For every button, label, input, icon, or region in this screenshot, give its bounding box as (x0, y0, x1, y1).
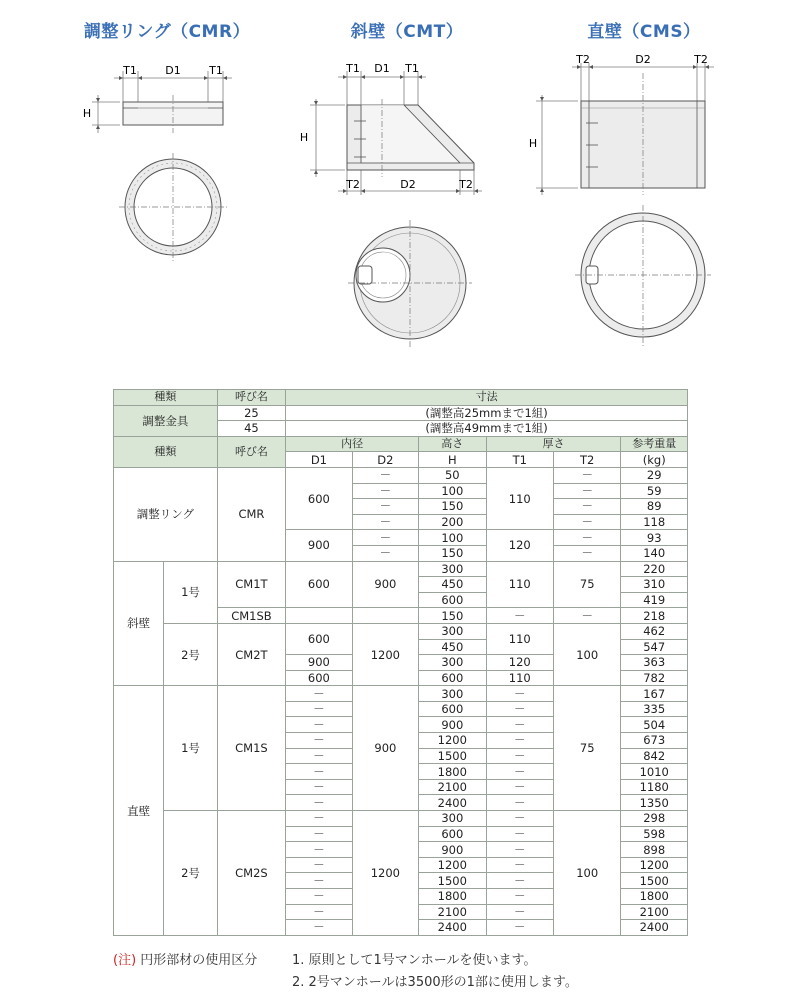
cell-d1: － (286, 920, 352, 936)
cmt-no2: 2号 (164, 623, 217, 685)
header-dimension: 寸法 (286, 390, 688, 406)
cell-t1: － (486, 873, 553, 889)
cell-weight: 89 (621, 499, 688, 515)
fitting-name: 45 (217, 421, 285, 437)
header-t2: T2 (553, 452, 620, 468)
cell-t1: － (486, 779, 553, 795)
cell-d1: － (286, 701, 352, 717)
cell-t1: － (486, 701, 553, 717)
cmr-d1: 900 (286, 530, 352, 561)
cell-d1: － (286, 842, 352, 858)
header-thickness: 厚さ (486, 436, 621, 452)
cmt-drawing (290, 55, 530, 355)
header-t1: T1 (486, 452, 553, 468)
cell-t1: － (486, 795, 553, 811)
cell-h: 600 (419, 670, 486, 686)
cell-weight: 167 (621, 686, 688, 702)
fitting-kind: 調整金具 (114, 405, 218, 436)
cell-h: 2100 (419, 779, 486, 795)
cell-weight: 310 (621, 577, 688, 593)
cm1t-t1: 110 (486, 561, 553, 608)
cmr-t1-right-label: T1 (209, 64, 223, 77)
cell-h: 450 (419, 577, 486, 593)
cell-h: 200 (419, 514, 486, 530)
note-label: 円形部材の使用区分 (140, 953, 258, 968)
cell-weight: 462 (621, 623, 688, 639)
cell-h: 600 (419, 592, 486, 608)
cms-kind: 直壁 (114, 686, 164, 936)
cms-d2-label: D2 (635, 53, 651, 66)
cell-h: 50 (419, 467, 486, 483)
cell-t2: － (553, 545, 620, 561)
fitting-dim: (調整高49mmまで1組) (286, 421, 688, 437)
cmr-t1-left-label: T1 (123, 64, 137, 77)
cell-h: 2400 (419, 795, 486, 811)
cm2s-name: CM2S (217, 811, 285, 936)
note-tag: (注) (113, 953, 137, 968)
cm1s-name: CM1S (217, 686, 285, 811)
cell-h: 150 (419, 608, 486, 624)
spec-table (113, 389, 688, 936)
cm2s-t2: 100 (553, 811, 620, 936)
note-line-1 (113, 949, 257, 968)
cms-no2: 2号 (164, 811, 217, 936)
cms-t2-right-label: T2 (694, 53, 708, 66)
cell-d2: － (352, 514, 418, 530)
header-inner-diameter: 内径 (286, 436, 419, 452)
cm2t-d1: 600 (286, 623, 352, 654)
cell-t2: － (553, 499, 620, 515)
cell-weight: 118 (621, 514, 688, 530)
cell-weight: 140 (621, 545, 688, 561)
cell-t2: － (553, 608, 620, 624)
fitting-dim: (調整高25mmまで1組) (286, 405, 688, 421)
cm1s-t2: 75 (553, 686, 620, 811)
cell-weight: 1350 (621, 795, 688, 811)
header-d2: D2 (352, 452, 418, 468)
cell-h: 1500 (419, 873, 486, 889)
cell-weight: 93 (621, 530, 688, 546)
cell-d2: － (352, 530, 418, 546)
cell-weight: 298 (621, 811, 688, 827)
cell-t1: － (486, 717, 553, 733)
cell-weight: 220 (621, 561, 688, 577)
cell-h: 150 (419, 545, 486, 561)
cmt-d2-label: D2 (400, 178, 416, 191)
cell-h: 2400 (419, 920, 486, 936)
cell-t2: － (553, 483, 620, 499)
cell-h: 1800 (419, 889, 486, 905)
cell-d1 (286, 608, 352, 624)
cell-weight: 504 (621, 717, 688, 733)
cell-d1: － (286, 764, 352, 780)
cell-h: 900 (419, 842, 486, 858)
header-kind: 種類 (114, 390, 218, 406)
cell-t1: － (486, 842, 553, 858)
title-cms: 直壁（CMS） (587, 22, 701, 42)
cell-t2: － (553, 530, 620, 546)
cell-weight: 363 (621, 655, 688, 671)
cell-d1: － (286, 733, 352, 749)
cell-h: 600 (419, 826, 486, 842)
cell-d1: － (286, 826, 352, 842)
cell-h: 300 (419, 655, 486, 671)
cell-d2: － (352, 483, 418, 499)
cmr-kind: 調整リング (114, 467, 218, 561)
cm2t-d1: 900 (286, 655, 352, 671)
cell-weight: 598 (621, 826, 688, 842)
cell-t1: － (486, 608, 553, 624)
table-row (114, 405, 688, 421)
cms-no1: 1号 (164, 686, 217, 811)
cell-d1: － (286, 904, 352, 920)
table-row (114, 686, 688, 702)
note-item-1: 1. 原則として1号マンホールを使います。 (292, 953, 537, 968)
cm2t-name: CM2T (217, 623, 285, 685)
cell-d2: － (352, 545, 418, 561)
cmt-h-label: H (299, 131, 309, 144)
cmr-name: CMR (217, 467, 285, 561)
cm2t-t1: 120 (486, 655, 553, 671)
header-kg: (kg) (621, 452, 688, 468)
cell-h: 600 (419, 701, 486, 717)
cell-d1: － (286, 686, 352, 702)
cmt-no1: 1号 (164, 561, 217, 623)
cell-h: 1800 (419, 764, 486, 780)
cell-t1: － (486, 748, 553, 764)
cell-t1: － (486, 904, 553, 920)
cm2t-d1: 600 (286, 670, 352, 686)
cms-drawing (520, 55, 760, 355)
cmt-d1-label: D1 (374, 62, 390, 75)
cell-weight: 898 (621, 842, 688, 858)
cm2t-t2: 100 (553, 623, 620, 685)
cell-weight: 1800 (621, 889, 688, 905)
cell-h: 1500 (419, 748, 486, 764)
cell-t2: － (553, 467, 620, 483)
cell-weight: 1180 (621, 779, 688, 795)
header-height: 高さ (419, 436, 486, 452)
cell-d2 (352, 608, 418, 624)
cm1sb-name: CM1SB (217, 608, 285, 624)
cell-weight: 59 (621, 483, 688, 499)
cell-weight: 842 (621, 748, 688, 764)
cell-h: 100 (419, 483, 486, 499)
cm1t-d2: 900 (352, 561, 418, 608)
cell-t1: － (486, 826, 553, 842)
cell-weight: 1010 (621, 764, 688, 780)
header-name-2: 呼び名 (217, 436, 285, 467)
cell-t1: － (486, 686, 553, 702)
header-weight: 参考重量 (621, 436, 688, 452)
cm2t-d2: 1200 (352, 623, 418, 685)
cell-t2: － (553, 514, 620, 530)
cm2s-d2: 1200 (352, 811, 418, 936)
header-name: 呼び名 (217, 390, 285, 406)
header-kind-2: 種類 (114, 436, 218, 467)
cms-t2-left-label: T2 (576, 53, 590, 66)
table-row (114, 561, 688, 577)
cmr-t1: 120 (486, 530, 553, 561)
cell-h: 300 (419, 686, 486, 702)
table-row (114, 811, 688, 827)
cell-d2: － (352, 499, 418, 515)
cell-d1: － (286, 873, 352, 889)
cell-weight: 335 (621, 701, 688, 717)
cell-weight: 1200 (621, 857, 688, 873)
cell-t1: － (486, 764, 553, 780)
cmr-d1-label: D1 (165, 64, 181, 77)
cm1t-name: CM1T (217, 561, 285, 608)
cell-d1: － (286, 857, 352, 873)
cms-h-label: H (528, 137, 538, 150)
cell-h: 300 (419, 561, 486, 577)
cell-d1: － (286, 779, 352, 795)
cmr-t1: 110 (486, 467, 553, 529)
cell-t1: － (486, 889, 553, 905)
header-h: H (419, 452, 486, 468)
cell-weight: 673 (621, 733, 688, 749)
cell-h: 450 (419, 639, 486, 655)
cm2t-t1: 110 (486, 623, 553, 654)
cmr-h-label: H (82, 107, 92, 120)
cell-h: 300 (419, 623, 486, 639)
cell-weight: 2400 (621, 920, 688, 936)
cmt-t2-right-label: T2 (459, 178, 473, 191)
cell-weight: 29 (621, 467, 688, 483)
cell-h: 150 (419, 499, 486, 515)
cm1s-d2: 900 (352, 686, 418, 811)
title-cmr: 調整リング（CMR） (83, 22, 251, 42)
cell-h: 2100 (419, 904, 486, 920)
cell-weight: 419 (621, 592, 688, 608)
cell-h: 900 (419, 717, 486, 733)
cmt-t1-right-label: T1 (405, 62, 419, 75)
cmt-kind: 斜壁 (114, 561, 164, 686)
cmt-t2-left-label: T2 (346, 178, 360, 191)
cell-d1: － (286, 748, 352, 764)
note-item-2: 2. 2号マンホールは3500形の1部に使用します。 (292, 975, 578, 990)
cell-d1: － (286, 811, 352, 827)
header-d1: D1 (286, 452, 352, 468)
cell-t1: － (486, 920, 553, 936)
cell-h: 1200 (419, 857, 486, 873)
cmt-t1-left-label: T1 (346, 62, 360, 75)
cell-d1: － (286, 795, 352, 811)
cmr-drawing (70, 55, 310, 255)
table-row (114, 436, 688, 452)
cm1t-d1: 600 (286, 561, 352, 608)
cmr-d1: 600 (286, 467, 352, 529)
title-cmt: 斜壁（CMT） (350, 22, 464, 42)
cell-t1: － (486, 811, 553, 827)
fitting-name: 25 (217, 405, 285, 421)
cell-h: 100 (419, 530, 486, 546)
cell-h: 1200 (419, 733, 486, 749)
table-row (114, 467, 688, 483)
cell-weight: 547 (621, 639, 688, 655)
cell-t1: － (486, 857, 553, 873)
cell-weight: 218 (621, 608, 688, 624)
cell-h: 300 (419, 811, 486, 827)
cell-weight: 2100 (621, 904, 688, 920)
cm1t-t2: 75 (553, 561, 620, 608)
cell-d1: － (286, 889, 352, 905)
cell-t1: － (486, 733, 553, 749)
cell-d1: － (286, 717, 352, 733)
table-row (114, 390, 688, 406)
table-row (114, 623, 688, 639)
cm2t-t1: 110 (486, 670, 553, 686)
cell-weight: 1500 (621, 873, 688, 889)
cell-d2: － (352, 467, 418, 483)
cell-weight: 782 (621, 670, 688, 686)
